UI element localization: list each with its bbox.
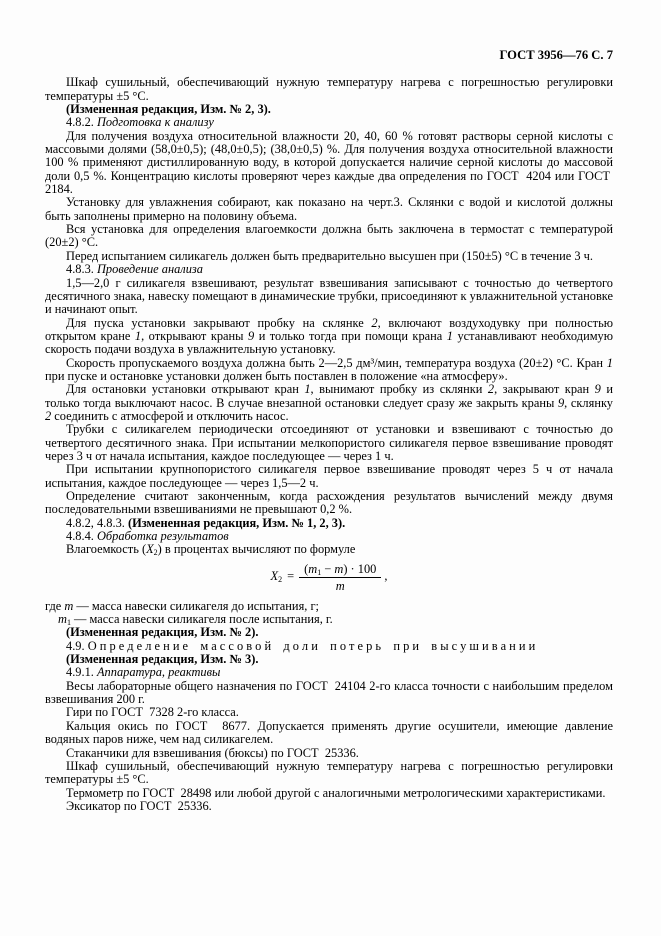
text-run: m	[308, 561, 318, 576]
calcium-oxide	[45, 720, 613, 747]
text-run: Шкаф сушильный, обеспечивающий нужную температуру нагрева с погрешностью регулировки температуры ±5 °С.	[45, 758, 613, 787]
text-run: (	[304, 561, 309, 576]
fraction	[299, 562, 381, 593]
text-run: , открывают краны	[141, 328, 248, 343]
weights	[45, 706, 613, 719]
document-body	[45, 76, 613, 813]
amendment-note-2	[45, 626, 613, 639]
text-run: и только тогда выключают насос. В случае внезапной остановки следует сразу же закрыть краны	[45, 382, 613, 410]
text-run: Влагоемкость (	[66, 542, 147, 557]
text-run: 2	[371, 315, 378, 330]
moisture-capacity-intro	[45, 543, 613, 556]
text-run: Скорость пропускаемого воздуха должна быть 2—2,5 дм³/мин, температура воздуха (20±2) °С. Кран	[66, 355, 607, 370]
formula-lhs	[271, 569, 283, 583]
running-header-text: ГОСТ 3956—76 С. 7	[499, 48, 613, 62]
amendment-note-3	[45, 653, 613, 666]
text-run: m	[64, 598, 74, 613]
desiccator	[45, 800, 613, 813]
text-run: Весы лабораторные общего назначения по ГОСТ 24104 2-го класса точности с наибольшим пределом взвешивания 200 г.	[45, 678, 613, 707]
text-run: 9	[594, 382, 601, 397]
text-run: X	[146, 542, 154, 557]
pre-drying-requirement	[45, 250, 613, 263]
text-run: Для пуска установки закрывают пробку на склянке	[66, 315, 372, 330]
text-run: 1	[317, 567, 322, 577]
text-run: Вся установка для определения влагоемкости должна быть заключена в термостат с температурой (20±2) °С.	[45, 222, 613, 250]
text-run: m	[334, 561, 344, 576]
thermometer	[45, 787, 613, 800]
weighing-procedure	[45, 277, 613, 317]
thermostat-requirement	[45, 223, 613, 250]
section-4-9-1-heading	[45, 666, 613, 679]
coarse-pore-weighing	[45, 463, 613, 490]
text-run: , вынимают пробку из склянки	[310, 382, 488, 397]
text-run: (Измененная редакция, Изм. № 2).	[66, 625, 259, 640]
text-run: m	[335, 578, 345, 593]
weighing-cups	[45, 747, 613, 760]
startup-procedure	[45, 317, 613, 357]
section-4-9-heading	[45, 640, 613, 653]
text-run: Для получения воздуха относительной влажности 20, 40, 60 % готовят растворы серной кислоты с массовыми долями (58,0±0,5); (48,0±0,5); (38,0±0,5) %. Для получения воздуха относительной влажности 100 % применяют дистиллированную воду, в которой допускается наличие серной кислоты до массовой доли 0,5 %. Концентрацию кислоты проверяют через каждые два определения по ГОСТ 4204 или ГОСТ 2184.	[45, 128, 613, 197]
text-run: ) в процентах вычисляют по формуле	[157, 542, 356, 557]
text-run: (Измененная редакция, Изм. № 1, 2, 3).	[127, 515, 346, 530]
text-run: 1	[606, 355, 613, 370]
text-run: Определение массовой доли потерь при высушивании	[87, 638, 539, 653]
text-run: Стаканчики для взвешивания (бюксы) по ГОСТ 25336.	[66, 745, 359, 760]
text-run: Проведение анализа	[96, 262, 203, 277]
humidifier-assembly	[45, 196, 613, 223]
text-run: 1	[66, 618, 71, 628]
text-run: соединить с атмосферой и отключить насос.	[51, 408, 289, 423]
text-run: 1	[304, 382, 311, 397]
text-run: m	[58, 612, 67, 627]
drying-oven-note-repeat	[45, 760, 613, 787]
text-run: 1,5—2,0 г силикагеля взвешивают, результат взвешивания записывают с точностью до четвертого десятичного знака, навеску помещают в динамические трубки, присоединяют к увлажнительной установке и начинают опыт.	[45, 275, 613, 317]
text-run: 1	[134, 328, 142, 343]
section-4-8-3-heading	[45, 263, 613, 276]
text-run: Перед испытанием силикагель должен быть предварительно высушен при (150±5) °С в течение 3 ч.	[66, 248, 593, 263]
drying-oven-note	[45, 76, 613, 103]
text-run: , склянку	[564, 395, 613, 410]
text-run: 1	[446, 328, 453, 343]
fine-pore-weighing	[45, 423, 613, 463]
text-run: (Измененная редакция, Изм. № 3).	[66, 652, 259, 667]
text-run: Обработка результатов	[96, 529, 229, 544]
text-run: где	[45, 598, 65, 613]
text-run: Аппаратура, реактивы	[96, 665, 221, 680]
completion-criterion	[45, 490, 613, 517]
air-humidity-preparation	[45, 130, 613, 197]
shutdown-procedure	[45, 383, 613, 423]
equals-sign: =	[287, 569, 295, 584]
text-run: 4.8.2, 4.8.3.	[66, 515, 128, 530]
text-run: При испытании крупнопористого силикагеля первое взвешивание проводят через 5 ч от начала испытания, каждое последующее — через 1,5—2 ч.	[45, 462, 613, 490]
text-run: 2	[45, 408, 52, 423]
text-run: 2	[487, 382, 495, 397]
text-run: 9	[557, 395, 565, 410]
text-run: Термометр по ГОСТ 28498 или любой другой с аналогичными метрологическими характеристиками.	[66, 785, 606, 800]
text-run: Трубки с силикагелем периодически отсоединяют от установки и взвешивают с точностью до четвертого десятичного знака. При испытании мелкопористого силикагеля первое взвешивание проводят через 3 ч от начала испытания, каждое последующее — через 1 ч.	[45, 422, 613, 463]
text-run: при пуске и остановке установки должен быть поставлен в положение «на атмосферу».	[45, 368, 508, 383]
fraction-denominator	[299, 578, 381, 593]
text-run: — масса навески силикагеля после испытания, г.	[70, 612, 333, 627]
text-run: и только тогда при помощи крана	[254, 328, 447, 343]
air-speed-requirement	[45, 357, 613, 384]
where-m-definition	[45, 600, 613, 613]
text-run: устанавливают необходимую скорость подачи воздуха в увлажнительную установку.	[45, 328, 613, 357]
section-4-8-2-heading	[45, 116, 613, 129]
text-run: 4.9.	[66, 638, 88, 653]
text-run: (Измененная редакция, Изм. № 2, 3).	[66, 102, 271, 117]
running-header	[45, 49, 613, 62]
text-run: , закрывают кран	[494, 382, 595, 397]
text-run: Эксикатор по ГОСТ 25336.	[66, 798, 212, 813]
amendment-note-4-8-2-4-8-3	[45, 517, 613, 530]
text-run: Подготовка к анализу	[96, 115, 214, 130]
laboratory-scales	[45, 680, 613, 707]
text-run: −	[321, 561, 335, 576]
text-run: Кальция окись по ГОСТ 8677. Допускается применять другие осушители, имеющие давление водяных паров ниже, чем над силикагелем.	[45, 718, 613, 747]
text-run: Определение считают законченным, когда расхождения результатов вычислений между двумя последовательными взвешиваниями не превышают 0,2 %.	[45, 489, 613, 517]
section-4-8-4-heading	[45, 530, 613, 543]
text-run: 9	[248, 328, 255, 343]
fraction-numerator	[299, 562, 381, 578]
text-run: Шкаф сушильный, обеспечивающий нужную температуру нагрева с погрешностью регулировки температуры ±5 °С.	[45, 75, 613, 103]
text-run: 4.9.1.	[66, 665, 97, 680]
text-run: 2	[153, 548, 158, 558]
text-run: Установку для увлажнения собирают, как показано на черт.3. Склянки с водой и кислотой должны быть заполнены примерно на половину объема.	[45, 195, 613, 223]
text-run: ) · 100	[343, 561, 377, 576]
text-run: 4.8.4.	[66, 529, 97, 544]
moisture-capacity-formula	[45, 562, 613, 593]
text-run: 2	[278, 575, 283, 585]
text-run: 4.8.3.	[66, 262, 97, 277]
text-run: Для остановки установки открывают кран	[66, 382, 305, 397]
text-run: , включают воздуходувку при полностью открытом кране	[45, 315, 613, 343]
formula-comma: ,	[384, 569, 388, 584]
text-run: — масса навески силикагеля до испытания, г;	[73, 598, 319, 613]
text-run: X	[270, 569, 279, 584]
amendment-note-2-3	[45, 103, 613, 116]
text-run: Гири по ГОСТ 7328 2-го класса.	[66, 705, 239, 720]
where-m1-definition	[45, 613, 613, 626]
text-run: 4.8.2.	[66, 115, 97, 130]
